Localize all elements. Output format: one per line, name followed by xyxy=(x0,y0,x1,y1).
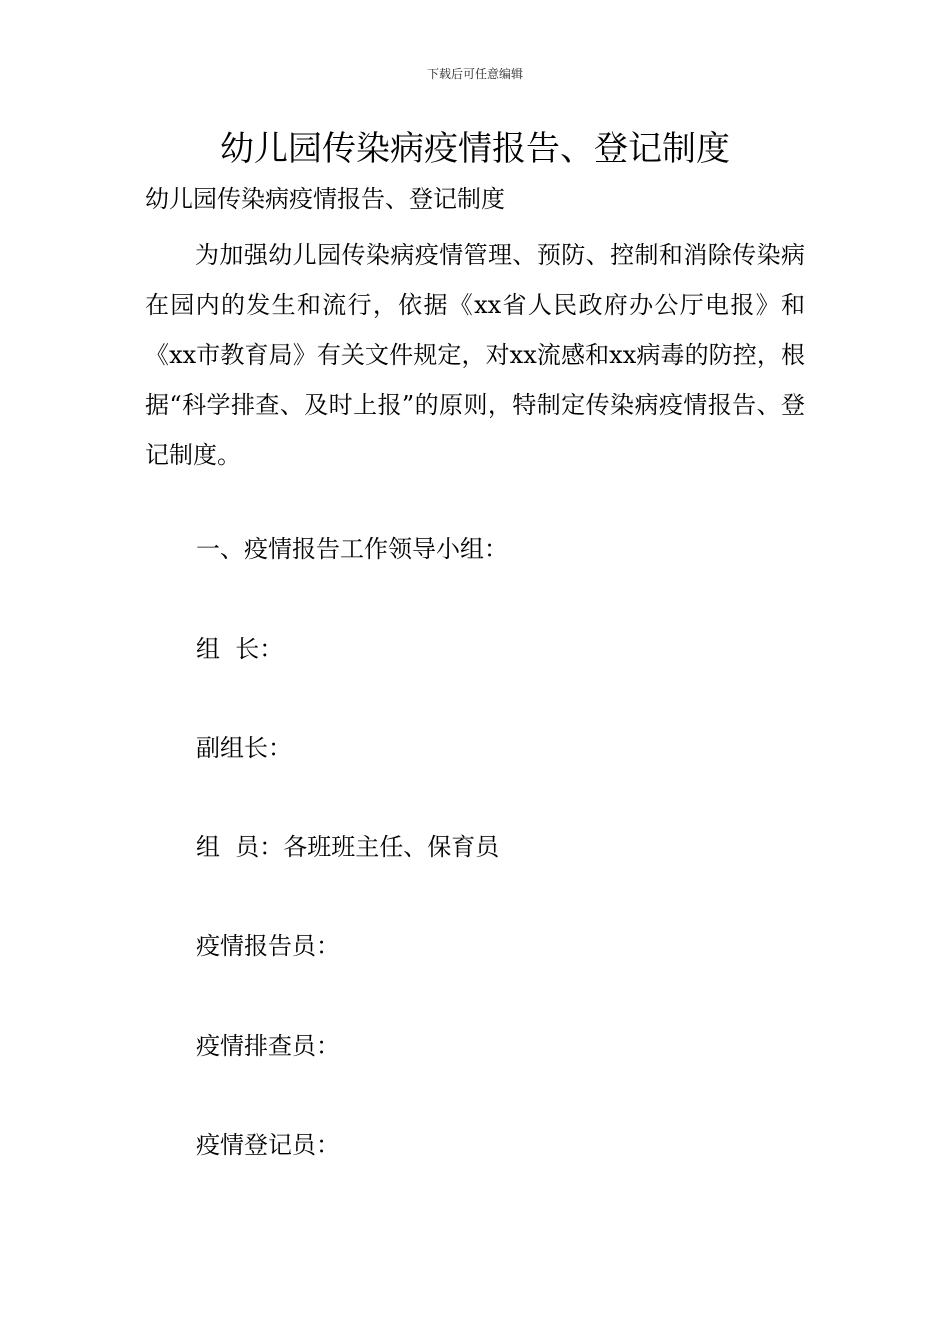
list-item-deputy-leader: 副组长： xyxy=(196,734,292,762)
list-item-members: 组 员：各班班主任、保育员 xyxy=(196,833,500,861)
document-title: 幼儿园传染病疫情报告、登记制度 xyxy=(220,129,730,169)
list-item-registrar: 疫情登记员： xyxy=(196,1131,340,1159)
section-heading: 一、疫情报告工作领导小组： xyxy=(196,535,508,563)
list-item-leader: 组 长： xyxy=(196,635,284,663)
list-item-inspector: 疫情排查员： xyxy=(196,1032,340,1060)
header-note: 下载后可任意编辑 xyxy=(426,67,523,81)
intro-paragraph: 为加强幼儿园传染病疫情管理、预防、控制和消除传染病在园内的发生和流行，依据《xx省人民政府办公厅电报》和《xx市教育局》有关文件规定，对xx流感和xx病毒的防控，根据“科学排查、及时上报”的原则，特制定传染病疫情报告、登记制度。 xyxy=(145,241,805,469)
document-subtitle: 幼儿园传染病疫情报告、登记制度 xyxy=(145,185,505,213)
list-item-reporter: 疫情报告员： xyxy=(196,932,340,960)
